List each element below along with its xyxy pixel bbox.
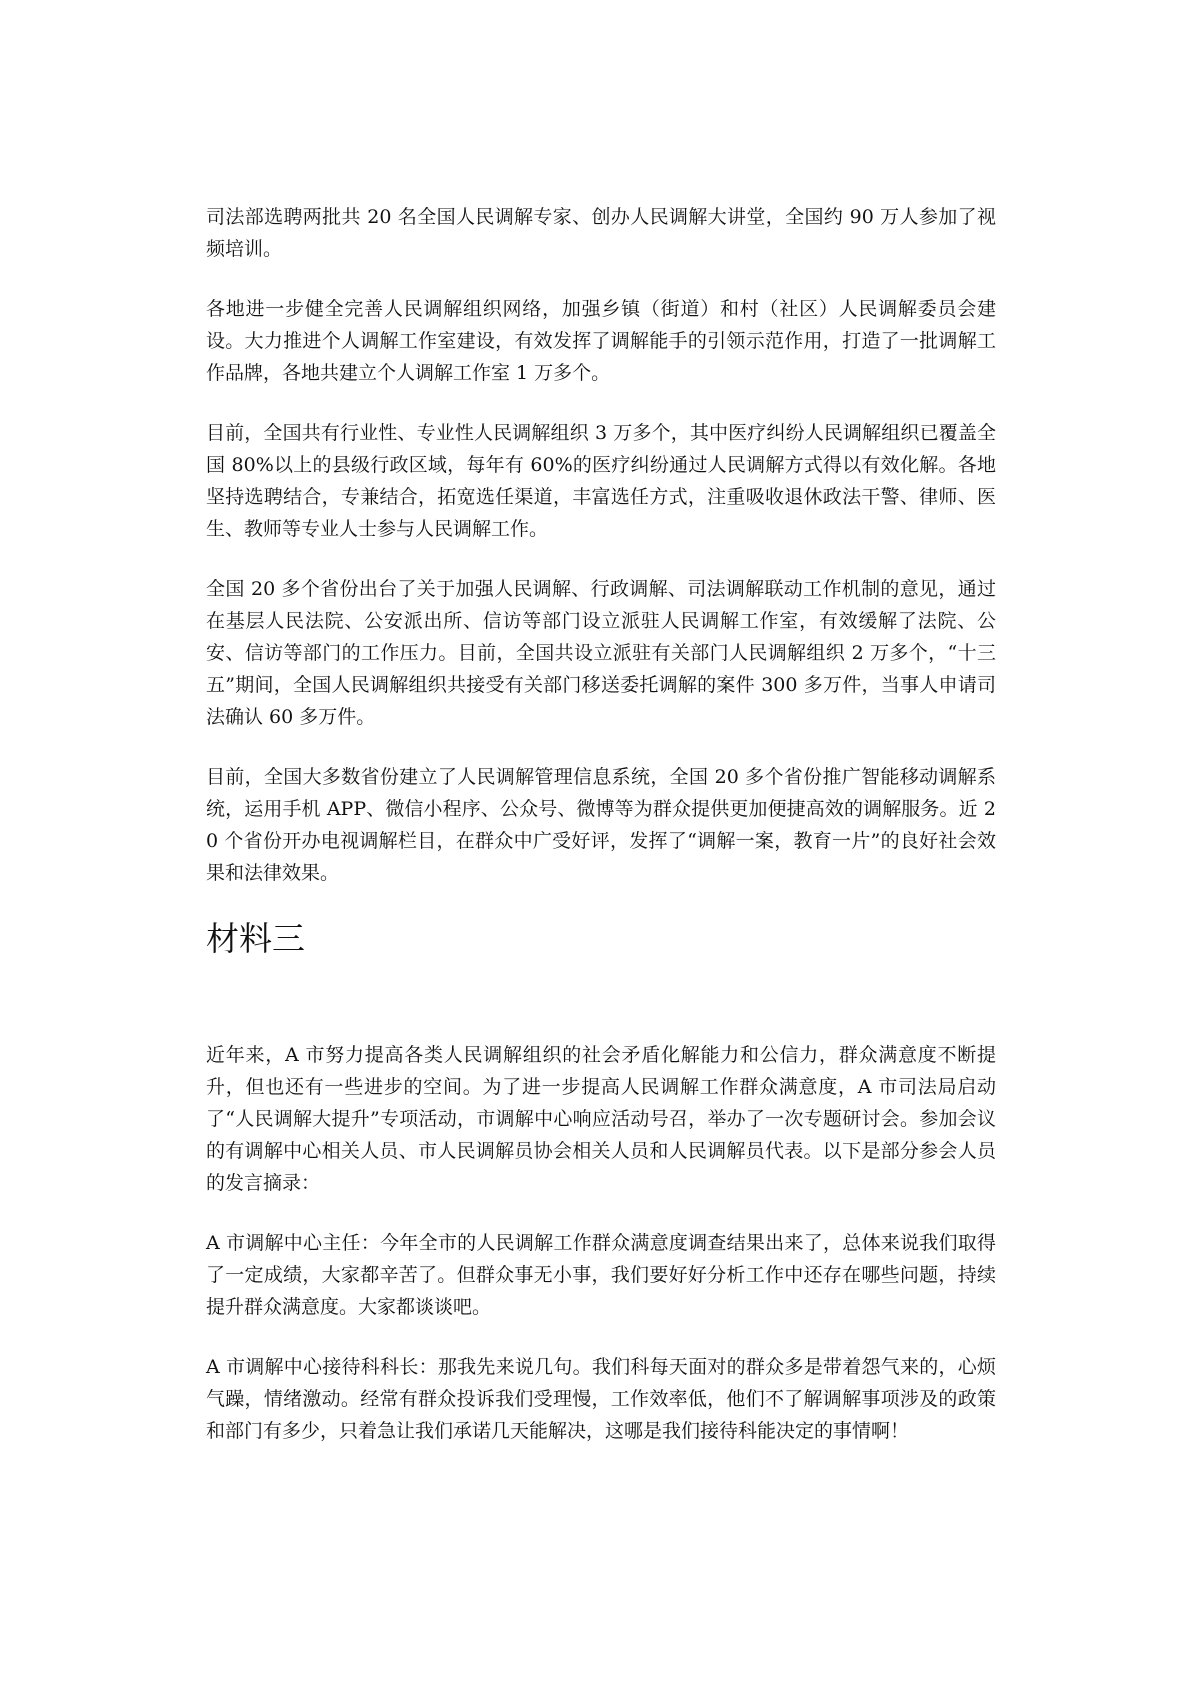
paragraph-reception-chief-remarks: A 市调解中心接待科科长：那我先来说几句。我们科每天面对的群众多是带着怨气来的，心烦气躁，情绪激动。经常有群众投诉我们受理慢，工作效率低，他们不了解调解事项涉及的政策和部门有多少，只着急让我们承诺几天能解决，这哪是我们接待科能决定的事情啊！	[206, 1356, 996, 1442]
paragraph-expert-training: 司法部选聘两批共 20 名全国人民调解专家、创办人民调解大讲堂，全国约 90 万人参加了视频培训。	[206, 206, 996, 260]
paragraph-information-system: 目前，全国大多数省份建立了人民调解管理信息系统，全国 20 多个省份推广智能移动调解系统，运用手机 APP、微信小程序、公众号、微博等为群众提供更加便捷高效的调解服务。近 20 个省份开办电视调解栏目，在群众中广受好评，发挥了“调解一案，教育一片”的良好社会效果和法律效果。	[206, 766, 996, 884]
document-body	[206, 201, 996, 1475]
section-heading: 材料三	[206, 919, 305, 958]
paragraph-professional-organizations: 目前，全国共有行业性、专业性人民调解组织 3 万多个，其中医疗纠纷人民调解组织已覆盖全国 80%以上的县级行政区域，每年有 60%的医疗纠纷通过人民调解方式得以有效化解。各地坚持选聘结合，专兼结合，拓宽选任渠道，丰富选任方式，注重吸收退休政法干警、律师、医生、教师等专业人士参与人民调解工作。	[206, 422, 996, 540]
paragraph-linkage-mechanism: 全国 20 多个省份出台了关于加强人民调解、行政调解、司法调解联动工作机制的意见，通过在基层人民法院、公安派出所、信访等部门设立派驻人民调解工作室，有效缓解了法院、公安、信访等部门的工作压力。目前，全国共设立派驻有关部门人民调解组织 2 万多个，“十三五”期间，全国人民调解组织共接受有关部门移送委托调解的案件 300 多万件，当事人申请司法确认 60 多万件。	[206, 578, 996, 728]
paragraph-director-remarks: A 市调解中心主任：今年全市的人民调解工作群众满意度调查结果出来了，总体来说我们取得了一定成绩，大家都辛苦了。但群众事无小事，我们要好好分析工作中还存在哪些问题，持续提升群众满意度。大家都谈谈吧。	[206, 1232, 996, 1318]
paragraph-organization-network: 各地进一步健全完善人民调解组织网络，加强乡镇（街道）和村（社区）人民调解委员会建设。大力推进个人调解工作室建设，有效发挥了调解能手的引领示范作用，打造了一批调解工作品牌，各地共建立个人调解工作室 1 万多个。	[206, 298, 996, 384]
paragraph-city-background: 近年来，A 市努力提高各类人民调解组织的社会矛盾化解能力和公信力，群众满意度不断提升，但也还有一些进步的空间。为了进一步提高人民调解工作群众满意度，A 市司法局启动了“人民调解大提升”专项活动，市调解中心响应活动号召，举办了一次专题研讨会。参加会议的有调解中心相关人员、市人民调解员协会相关人员和人民调解员代表。以下是部分参会人员的发言摘录：	[206, 1044, 996, 1194]
